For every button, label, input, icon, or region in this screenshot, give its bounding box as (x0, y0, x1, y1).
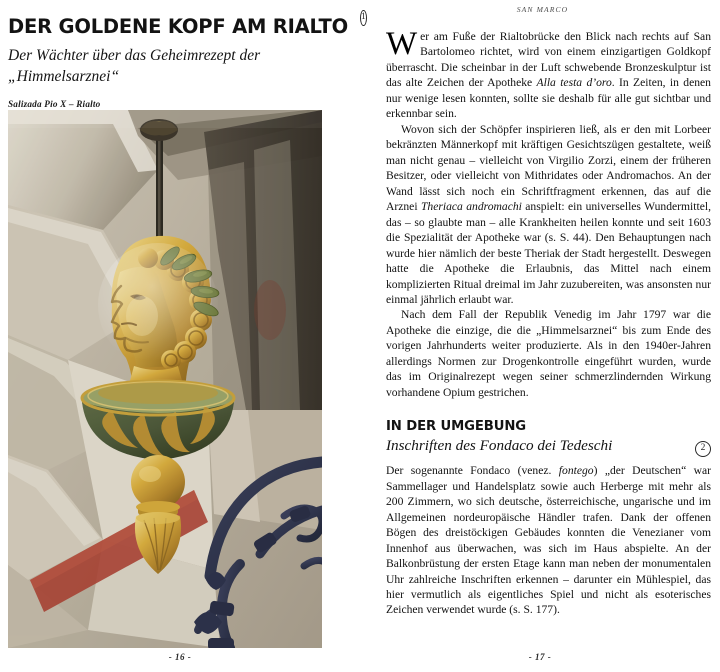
italic-run: Theriaca andromachi (420, 200, 522, 214)
golden-head-sculpture-photo (8, 110, 322, 648)
poi-marker-2: 2 (695, 441, 711, 457)
italic-run: fontego (558, 464, 594, 478)
photo-illustration (8, 110, 322, 648)
section-title: Inschriften des Fondaco dei Tedeschi (386, 437, 613, 455)
paragraph-3: Nach dem Fall der Republik Venedig im Jahr 1797 war die Apotheke die einzige, die die „Himmelsarznei“ bis zum Ende des vorigen Jahrhunderts weiter produzierte. Als in den 1940er-Jahren allerdings Normen zur Drogenkontrolle eingeführt wurden, wurde das im Originalrezept wegen seiner schmerzlindernden Wirkung vorhandene Opium gestrichen. (386, 308, 711, 399)
poi-marker-1: 1 (360, 10, 367, 26)
paragraph-2: Wovon sich der Schöpfer inspirieren ließ, als er den mit Lorbeer bekränzten Männerkopf mit kräftigen Gesichtszügen gestaltete, weiß man nicht genau – vielleicht von Virgilio Zorzi, einem der früheren Besitzer, oder vielleicht von Mithridates oder Andromachos. An der Wand lässt sich noch ein Schriftfragment erkennen, das auf die Arznei Theriaca andromachi anspielt: ein universelles Wundermittel, das – so glaubte man – alle Krankheiten heilen konnte und seit 1603 die Spezialität der Apotheke war (s. S. 44). Den Behauptungen nach wurde hier nämlich der beste Theriak der Stadt hergestellt. Deswegen hatte die Apotheke die Erlaubnis, das Mittel nach einem komplizierten Ritual dreimal im Jahr zuzubereiten, was ansonsten nur einmal jährlich erlaubt war. (386, 122, 711, 306)
chapter-title-row (8, 10, 366, 38)
chapter-locator: Salizada Pio X – Rialto (8, 99, 101, 110)
right-page (360, 0, 720, 672)
folio-right: - 17 - (528, 652, 552, 662)
section-title-row (386, 437, 711, 457)
italic-run: Alla testa d’oro (536, 76, 612, 90)
body-column (386, 26, 711, 618)
running-head: SAN MARCO (516, 5, 569, 14)
paragraph-1: Wer am Fuße der Rialtobrücke den Blick nach rechts auf San Bartolomeo richtet, wird von einem einzigartigen Goldkopf überrascht. Die scheinbar in der Luft schwebende Bronzeskulptur ist das alte Zeichen der Apotheke Alla testa d’oro. In Zeiten, in denen nur wenige lesen konnten, sollte sie deshalb für alle gut sichtbar und erkennbar sein. (386, 26, 711, 121)
section-kicker: IN DER UMGEBUNG (386, 419, 527, 435)
section-paragraph-1: Der sogenannte Fondaco (venez. fontego) „der Deutschen“ war Sammellager und Handelsplatz sowie auch Herberge mit mehr als 200 Zimmern, wo sich deutsche, österreichische, ungarische und im Allgemeinen nordeuropäische Händler trafen. Dank der offenen Bögen des dreistöckigen Gebäudes konnten die Venezianer vom Innenhof aus überwachen, was sich im Haus abspielte. An der Balkonbrüstung der ersten Etage kann man neben der monumentalen Uhr zahlreiche Inschriften erkennen – darunter ein Mühlespiel, das hier vermutlich als eigentliches Spiel und nicht als esoterisches Zeichen verwendet wurde (s. S. 177). (386, 464, 711, 617)
chapter-subtitle: Der Wächter über das Geheimrezept der „Himmelsarznei“ (8, 47, 261, 85)
page-title: DER GOLDENE KOPF AM RIALTO (8, 15, 348, 38)
folio-left: - 16 - (168, 652, 192, 662)
